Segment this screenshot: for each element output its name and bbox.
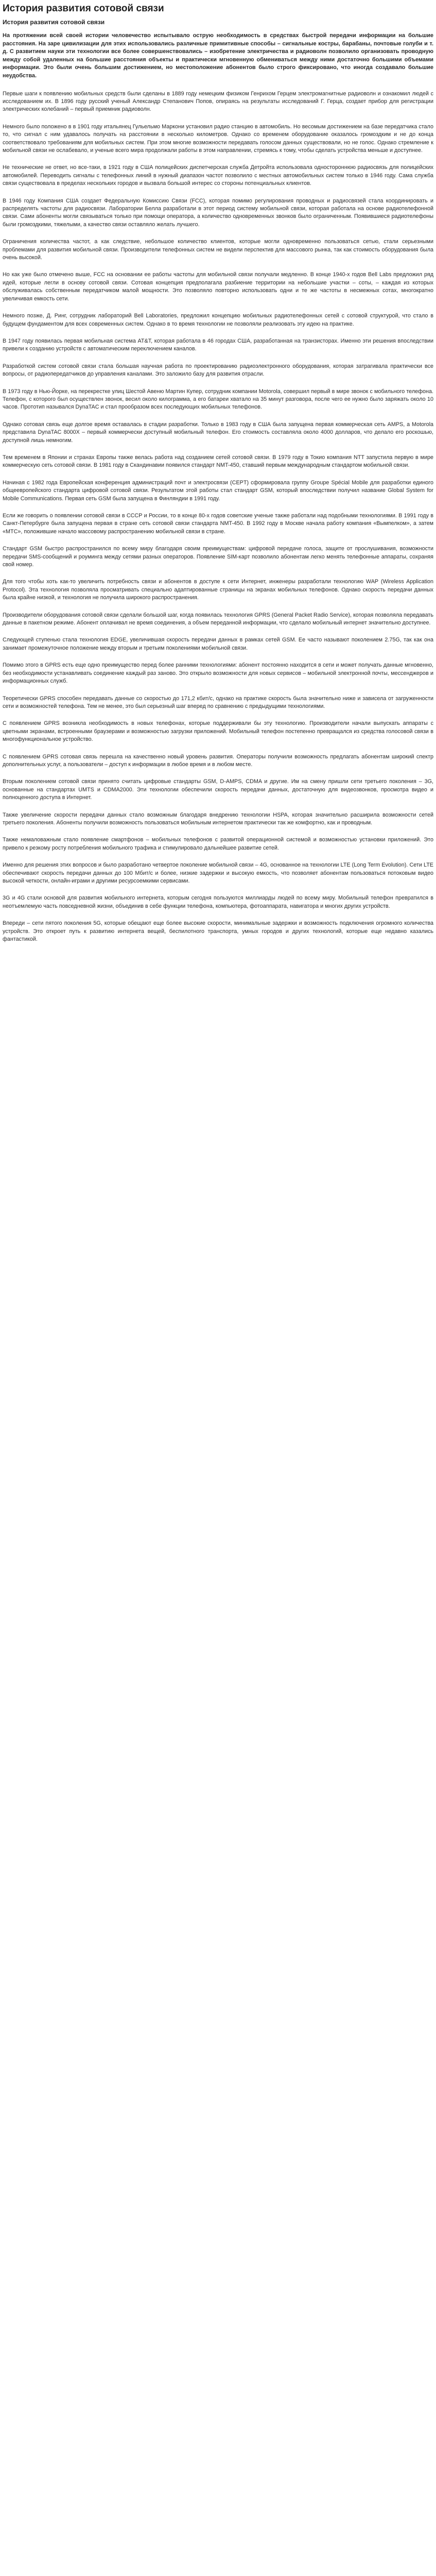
article-paragraph: С появлением GPRS сотовая связь перешла на качественно новый уровень развития. Операторы получили возможность предлагать абонентам широкий спектр дополнительных услуг, а пользователи – доступ к информации в любое время и в любом месте.	[3, 753, 433, 768]
article-paragraph: В 1973 году в Нью-Йорке, на перекрестке улиц Шестой Авеню Мартин Купер, сотрудник компании Motorola, совершил первый в мире звонок с мобильного телефона. Телефон, с которого был осуществлен звонок, весил около килограмма, а его батареи хватало на 35 минут разговора, после чего ее нужно было заряжать около 10 часов. Прототип назывался DynaTAC и стал прообразом всех последующих мобильных телефонов.	[3, 388, 433, 411]
article-paragraph: Ограничения количества частот, а как следствие, небольшое количество клиентов, которые могли одновременно пользоваться сетью, стали серьезными проблемами для развития мобильной связи. Производители телефонных систем не видели перспектив для массового рынка, так как стоимость оборудования была очень высокой.	[3, 239, 433, 261]
article-paragraph: Теоретически GPRS способен передавать данные со скоростью до 171,2 кбит/с, однако на практике скорость была значительно ниже и зависела от загруженности сети и возможностей телефона. Тем не менее, это был серьезный шаг вперед по сравнению с предыдущими технологиями.	[3, 695, 433, 709]
article-lead: На протяжении всей своей истории человечество испытывало острую необходимость в средствах быстрой передачи информации на большие расстояния. На заре цивилизации для этих использовались различные примитивные способы – сигнальные костры, барабаны, почтовые голуби и т. д. С развитием науки эти технологии все более совершенствовались – изобретение электричества и радиоволн позволило организовать проводную между собой удаленных на большие расстояния объекты и практически мгновенную обмениваться между ними достаточно большими объемами информации. Это были очень большим достижением, но местоположение абонентов было строго фиксировано, что иногда создавало большие неудобства.	[3, 32, 433, 79]
article-paragraph: Начиная с 1982 года Европейская конференция администраций почт и электросвязи (CEPT) сформировала группу Groupe Spécial Mobile для разработки единого общеевропейского стандарта цифровой сотовой связи. Результатом этой работы стал стандарт GSM, который впоследствии получил название Global System for Mobile Communications. Первая сеть GSM была запущена в Финляндии в 1991 году.	[3, 479, 433, 502]
article-paragraph: Немного позже, Д. Ринг, сотрудник лабораторий Bell Laboratories, предложил концепцию мобильных радиотелефонных сетей с сотовой структурой, что стало в будущем фундаментом для всех современных систем. Однако в то время технологии не позволяли реализовать эту идею на практике.	[3, 313, 433, 327]
article-paragraph: В 1946 году Компания США создает Федеральную Комиссию Связи (FCC), которая помимо регулирования проводных и радиосвязей стала координировать и распределять частоты для радиосвязи. Лаборатории Белла разработали в этот период систему мобильной связи, которая работала на основе радиотелефонной связи. Сами абоненты могли связываться только при помощи оператора, а количество одновременных звонков было ограниченным. Появившиеся радиотелефоны были громоздкими, тяжелыми, а качество связи оставляло желать лучшего.	[3, 197, 433, 228]
article-paragraph: С появлением GPRS возникла необходимость в новых телефонах, которые поддерживали бы эту технологию. Производители начали выпускать аппараты с цветными экранами, встроенными браузерами и возможностью загрузки приложений. Мобильный телефон постепенно превращался из средства голосовой связи в многофункциональное устройство.	[3, 720, 433, 743]
article-paragraph: Немного было положено в в 1901 году итальянец Гульельмо Маркони установил радио станцию в автомобиль. Но весомым достижением на базе передатчика стало то, что сигнал с ним удавалось получать на расстоянии в несколько километров. Однако со временем оборудование оказалось громоздким и не до конца соответствовало требованиям для мобильных систем. При этом многие возможности передавать голосом данных существовали, но не голос. Однако стремление к мобильной связи не ослабевало, и ученые всего мира продолжали работы в этом направлении, стремясь к тому, чтобы сделать устройства меньше и доступнее.	[3, 123, 433, 154]
article-paragraph: 3G и 4G стали основой для развития мобильного интернета, которым сегодня пользуются миллиарды людей по всему миру. Мобильный телефон превратился в неотъемлемую часть повседневной жизни, объединив в себе функции телефона, компьютера, фотоаппарата, навигатора и многих других устройств.	[3, 895, 433, 909]
article-paragraph: В 1947 году появилась первая мобильная система AT&T, которая работала в 46 городах США, разработанная на транзисторах. Именно эти решения впоследствии привели к созданию устройств с автоматическим переключением каналов.	[3, 337, 433, 352]
article-paragraph: Следующей ступенью стала технология EDGE, увеличившая скорость передачи данных в рамках сетей GSM. Ее часто называют поколением 2.75G, так как она занимает промежуточное положение между вторым и третьим поколениями мобильной связи.	[3, 637, 433, 651]
article-body	[3, 90, 433, 944]
article-paragraph: Стандарт GSM быстро распространился по всему миру благодаря своим преимуществам: цифровой передаче голоса, защите от прослушивания, возможности передачи SMS-сообщений и роуминга между сетями разных операторов. Появление SIM-карт позволило абонентам легко менять телефонные аппараты, сохраняя свой номер.	[3, 546, 433, 568]
article-paragraph: Именно для решения этих вопросов и было разработано четвертое поколение мобильной связи – 4G, основанное на технологии LTE (Long Term Evolution). Сети LTE обеспечивают скорость передачи данных до 100 Мбит/с и более, низкие задержки и высокую емкость, что позволяет абонентам пользоваться потоковым видео высокой четкости, онлайн-играми и другими ресурсоемкими сервисами.	[3, 862, 433, 884]
article-paragraph: Вторым поколением сотовой связи принято считать цифровые стандарты GSM, D-AMPS, CDMA и другие. Им на смену пришли сети третьего поколения – 3G, основанные на стандартах UMTS и CDMA2000. Эти технологии обеспечили скорость передачи данных, достаточную для видеозвонков, просмотра видео и полноценного доступа в Интернет.	[3, 778, 433, 801]
article-paragraph: Первые шаги к появлению мобильных средств были сделаны в 1889 году немецким физиком Генрихом Герцем электромагнитные радиоволн и ознакомил людей с исследованием их. В 1896 году русский ученый Александр Степанович Попов, опираясь на результаты исследований Г. Герца, создает прибор для регистрации электрических колебаний – первый приемник радиоволн.	[3, 90, 433, 113]
article-paragraph: Разработкой систем сотовой связи стала большая научная работа по проектированию радиоэлектронного оборудования, которая затрагивала практически все вопросы, от радиопередатчиков до управления каналами. Это заложило базу для развития отрасли.	[3, 363, 433, 378]
article	[0, 0, 436, 958]
article-paragraph: Тем временем в Японии и странах Европы также велась работа над созданием сетей сотовой связи. В 1979 году в Токио компания NTT запустила первую в мире коммерческую сеть сотовой связи. В 1981 году в Скандинавии появился стандарт NMT-450, ставший первым международным стандартом мобильной связи.	[3, 454, 433, 469]
article-paragraph: Впереди – сети пятого поколения 5G, которые обещают еще более высокие скорости, минимальные задержки и возможность подключения огромного количества устройств. Это откроет путь к развитию интернета вещей, беспилотного транспорта, умных городов и других технологий, которые еще недавно казались фантастикой.	[3, 920, 433, 943]
article-paragraph: Также немаловажным стало появление смартфонов – мобильных телефонов с развитой операционной системой и возможностью установки приложений. Это привело к резкому росту потребления мобильного трафика и стимулировало дальнейшее развитие сетей.	[3, 837, 433, 851]
article-subtitle: История развития сотовой связи	[3, 19, 105, 26]
article-paragraph: Однако сотовая связь еще долгое время оставалась в стадии разработки. Только в 1983 году в США была запущена первая коммерческая сеть AMPS, а Motorola представила DynaTAC 8000X – первый коммерчески доступный мобильный телефон. Его стоимость составляла около 4000 долларов, что делало его роскошью, доступной лишь немногим.	[3, 421, 433, 444]
article-paragraph: Помимо этого в GPRS есть еще одно преимущество перед более ранними технологиями: абонент постоянно находится в сети и может получать данные мгновенно, без необходимости устанавливать соединение каждый раз заново. Это открыло возможности для новых сервисов – мобильной электронной почты, мессенджеров и информационных служб.	[3, 662, 433, 685]
article-paragraph: Производители оборудования сотовой связи сделали большой шаг, когда появилась технология GPRS (General Packet Radio Service), которая позволяла передавать данные в пакетном режиме. Абонент оплачивал не время соединения, а объем переданной информации, что сделало мобильный интернет значительно доступнее.	[3, 612, 433, 626]
article-paragraph: Для того чтобы хоть как-то увеличить потребность связи и абонентов в доступе к сети Интернет, инженеры разработали технологию WAP (Wireless Application Protocol). Эта технология позволяла просматривать специально адаптированные страницы на экранах мобильных телефонов. Однако скорость передачи данных была крайне низкой, и технология не получила широкого распространения.	[3, 579, 433, 601]
article-paragraph: Также увеличение скорости передачи данных стало возможным благодаря внедрению технологии HSPA, которая значительно расширила возможности сетей третьего поколения. Абоненты получили возможность пользоваться мобильным интернетом практически так же комфортно, как и проводным.	[3, 811, 433, 826]
page-title: История развития сотовой связи	[3, 3, 164, 14]
article-paragraph: Если же говорить о появлении сотовой связи в СССР и России, то в конце 80-х годов советские ученые также работали над подобными технологиями. В 1991 году в Санкт-Петербурге была запущена первая в стране сеть сотовой связи стандарта NMT-450. В 1992 году в Москве начала работу компания «Вымпелком», а затем «МТС», положившие начало массовому распространению мобильной связи в стране.	[3, 513, 433, 535]
article-paragraph: Не технические не ответ, но все-таки, в 1921 году в США полицейских диспетчерская служба Детройта использовала одностороннюю радиосвязь для полицейских автомобилей. Переводить сигналы с телефонных линий в нужный диапазон частот позволило с местных автомобильных систем только в 1946 году. Сама служба связи существовала в пределах нескольких городов и вызвала большой интерес со стороны потенциальных клиентов.	[3, 164, 433, 187]
article-paragraph: Но как уже было отмечено выше, FCC на основании ее работы частоты для мобильной связи получали медленно. В конце 1940-х годов Bell Labs предложил ряд идей, которые легли в основу сотовой связи. Сотовая концепция предполагала разбиение территории на небольшие участки – соты, – каждая из которых обслуживалась собственным передатчиком малой мощности. Это позволяло повторно использовать одни и те же частоты в несмежных сотах, многократно увеличивая емкость сети.	[3, 272, 433, 302]
